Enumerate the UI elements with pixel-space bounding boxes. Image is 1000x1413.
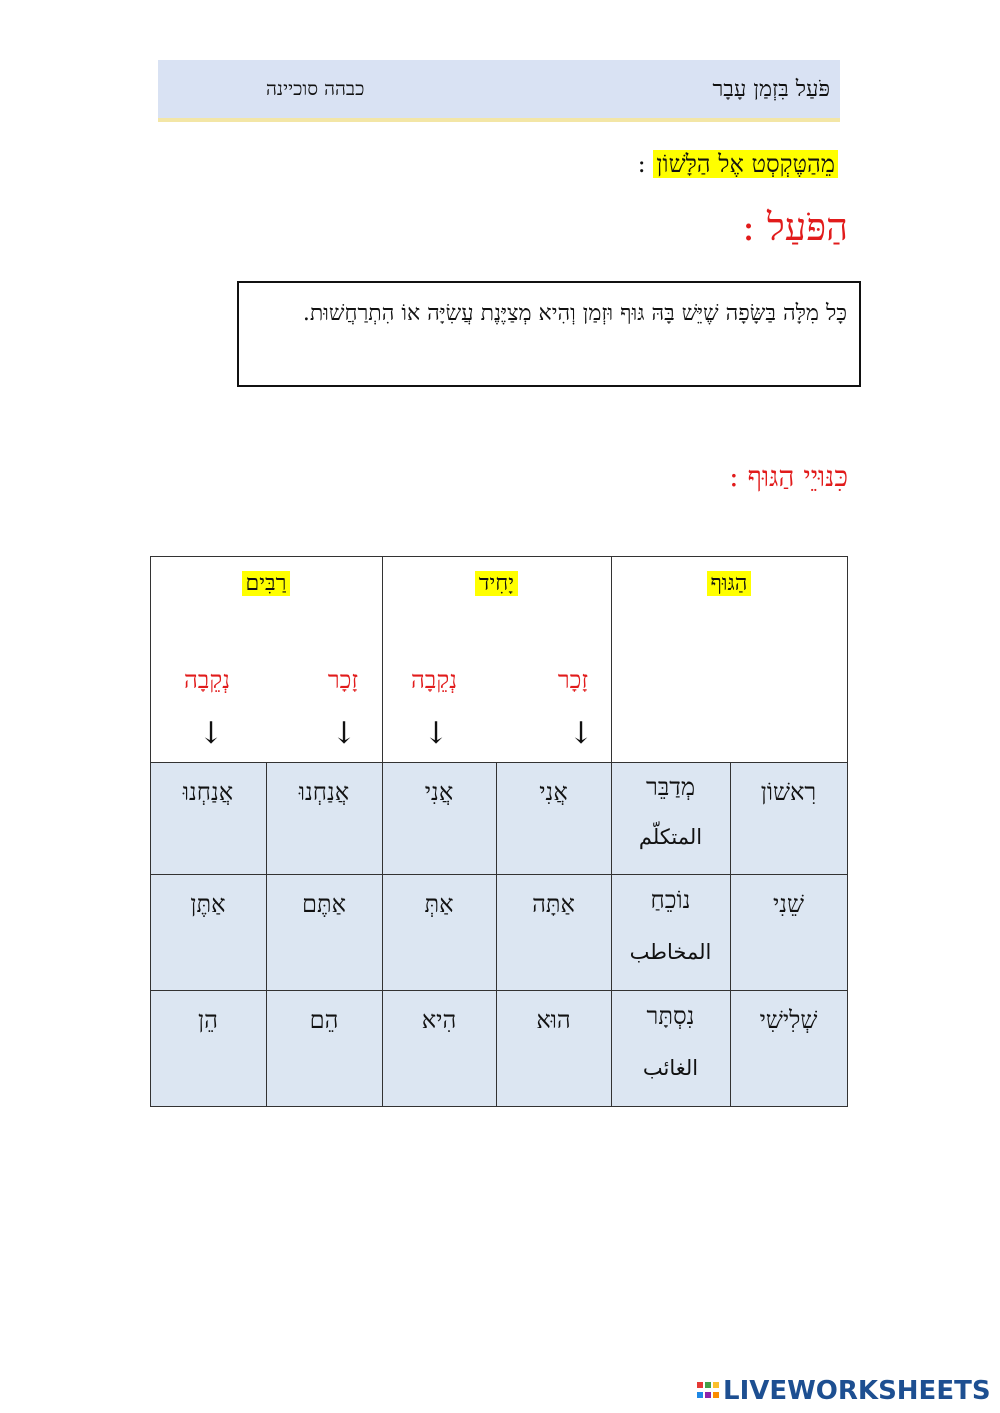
gender-female-plural: נְקֵבָה	[183, 666, 231, 694]
author-name: כבהה סוכיינה	[266, 78, 365, 100]
row-3-person: שְׁלִישִׁי	[759, 1006, 818, 1034]
table-line	[847, 556, 848, 1107]
logo-square-icon	[713, 1382, 719, 1388]
col-header-singular: יָחִיד	[382, 556, 611, 610]
logo-square-icon	[705, 1392, 711, 1398]
down-arrow-icon: ↓	[198, 716, 224, 751]
table-line	[150, 990, 848, 991]
pronouns-table	[150, 556, 848, 1107]
row-3-plural-male: הֵם	[309, 1006, 339, 1034]
gender-female-singular: נְקֵבָה	[410, 666, 458, 694]
subtitle-highlight: מֵהַטֶּקְסְט אֶל הַלָּשׁוֹן	[653, 150, 838, 178]
down-arrow-icon: ↓	[568, 716, 594, 751]
row-1-plural-male: אֲנַחְנוּ	[298, 778, 350, 806]
logo-square-icon	[697, 1382, 703, 1388]
col-header-plural: רַבִּים	[150, 556, 382, 610]
logo-square-icon	[705, 1382, 711, 1388]
row-1-role: מְדַבֵּר المتكلّم	[638, 773, 703, 849]
down-arrow-icon: ↓	[423, 716, 449, 751]
row-2-plural-male: אַתֶּם	[301, 890, 346, 918]
worksheet-title: פֹּעַל בִּזְמַן עָבָר	[712, 77, 830, 102]
gender-male-plural: זָכָר	[327, 666, 359, 694]
row-2-role: נוֹכֵחַ المخاطب	[629, 886, 712, 964]
row-3-singular-female: הִיא	[421, 1006, 457, 1034]
row-1-singular-female: אֲנִי	[424, 778, 454, 806]
logo-square-icon	[697, 1392, 703, 1398]
row-2-person: שֵׁנִי	[772, 890, 805, 918]
liveworksheets-logo[interactable]	[697, 1376, 997, 1410]
col-header-body: הַגּוּף	[611, 556, 847, 610]
subtitle	[638, 150, 838, 179]
row-2-singular-male: אַתָּה	[532, 890, 575, 918]
logo-square-icon	[713, 1392, 719, 1398]
down-arrow-icon: ↓	[331, 716, 357, 751]
definition-text: כָּל מִלָּה בַּשָּׂפָה שֶׁיֵּשׁ בָּהּ גּוּף וּזְמַן וְהִיא מְצַיֶּנֶת עֲשִׂיָּה אוֹ הִתְרַחֲשׁוּת.	[302, 301, 847, 326]
row-2-plural-female: אַתֶּן	[190, 890, 226, 918]
row-1-plural-female: אֲנַחְנוּ	[182, 778, 234, 806]
pronouns-heading: כִּנּוּיֵי הַגּוּף :	[729, 460, 848, 493]
row-3-singular-male: הוּא	[536, 1006, 571, 1034]
table-line	[150, 762, 848, 763]
header-band	[158, 60, 840, 122]
table-line	[150, 1106, 848, 1107]
gender-male-singular: זָכָר	[557, 666, 589, 694]
row-3-role: נִסְתָּר الغائب	[642, 1002, 699, 1080]
definition-box	[237, 281, 861, 387]
verb-heading: הַפֹּעַל :	[742, 205, 848, 249]
row-1-singular-male: אֲנִי	[539, 778, 568, 806]
table-line	[150, 874, 848, 875]
row-3-plural-female: הֵן	[198, 1006, 218, 1034]
row-2-singular-female: אַתְּ	[424, 890, 454, 918]
subtitle-colon: :	[637, 150, 654, 178]
logo-text: LIVEWORKSHEETS	[723, 1376, 991, 1406]
row-1-person: רִאשׁוֹן	[760, 778, 817, 806]
